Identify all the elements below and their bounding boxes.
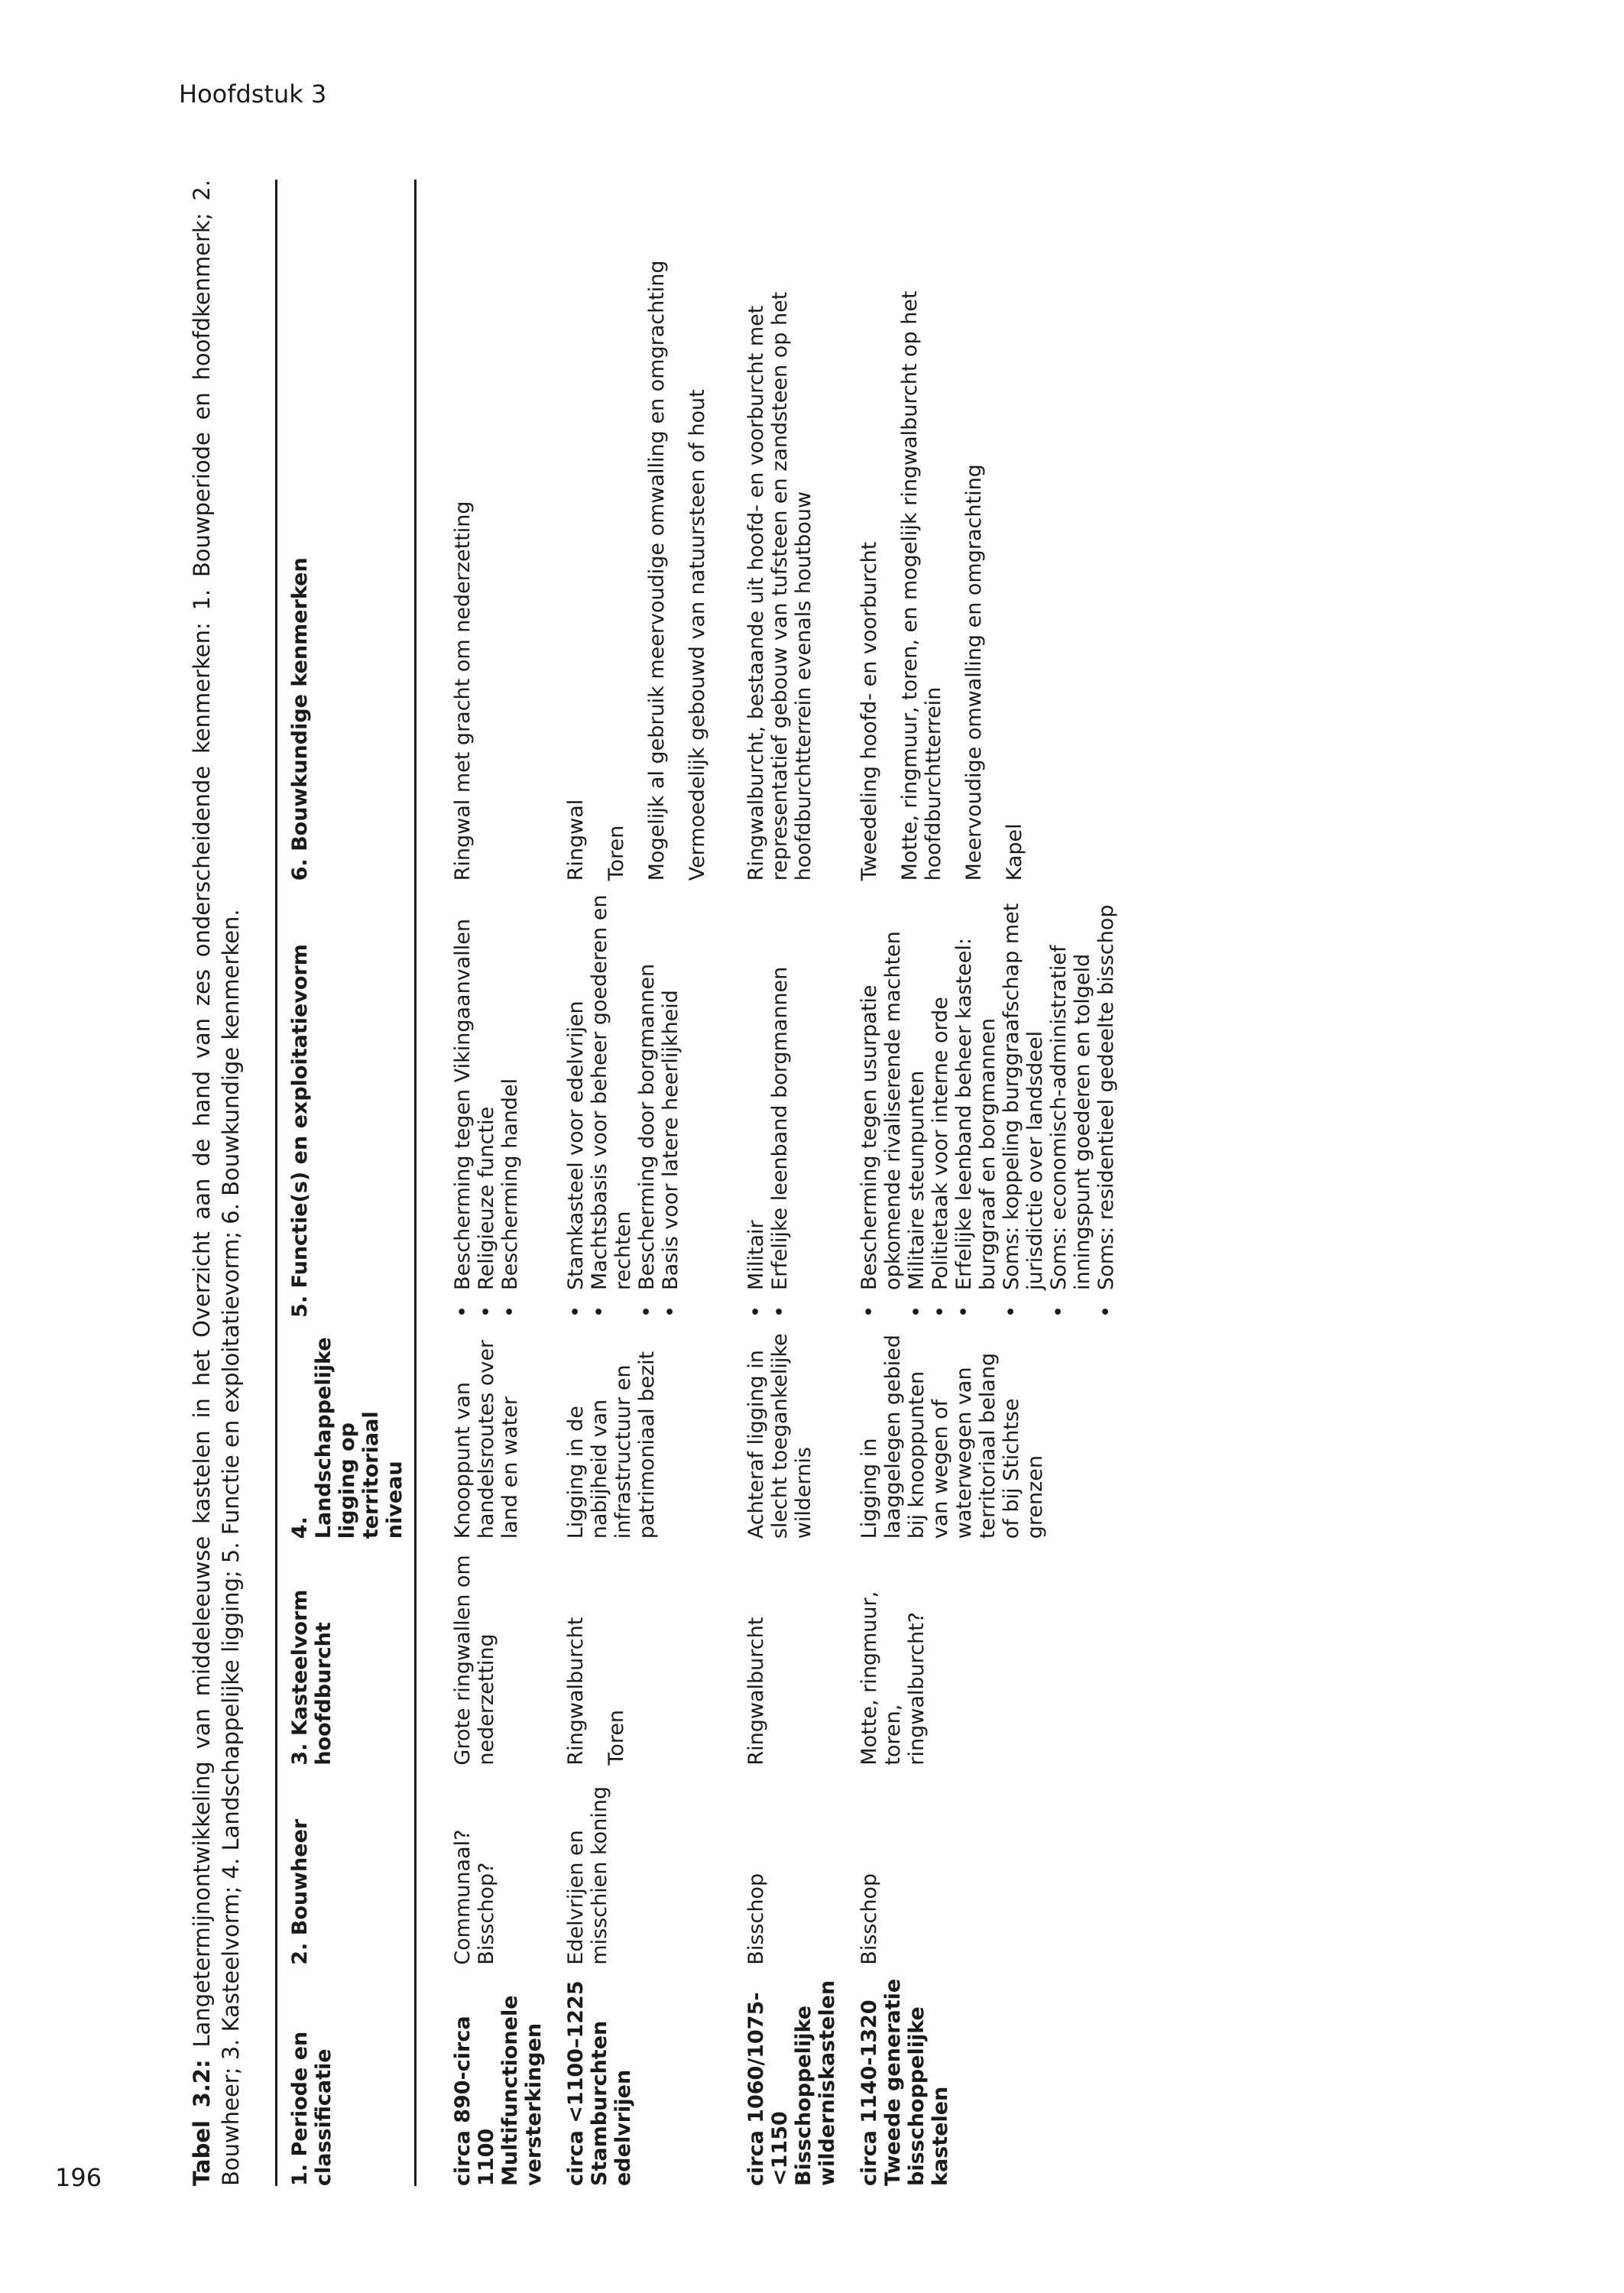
cell-builder: Bisschop xyxy=(857,1873,881,1965)
function-item xyxy=(451,891,475,1318)
bullet-icon: • xyxy=(563,1305,588,1318)
cell-period: circa <1100–1225 Stamburchten edelvrijen xyxy=(563,1980,635,2186)
function-item xyxy=(744,891,768,1318)
function-item xyxy=(1000,891,1047,1318)
function-text: Soms: residentieel gedeelte bisschop xyxy=(1094,904,1118,1290)
function-text: Erfelijke leenband beheer kasteel: burggraaf en borgmannen xyxy=(951,937,1000,1290)
feature-item: Ringwal xyxy=(563,799,588,881)
cell-form xyxy=(555,1539,735,1765)
caption-text: Langetermijnontwikkeling van middeleeuwse kastelen in het Overzicht aan de hand van zes onderscheidende kenmerken: 1. Bouwperiode en hoofdkenmerk; 2. Bouwheer; 3. Kasteelvorm; 4. Landschappelijke ligging; 5. Functie en exploitatievorm; 6. Bouwkundige kenmerken. xyxy=(189,180,244,2186)
cell-form xyxy=(442,1539,555,1765)
bullet-icon: • xyxy=(928,1305,952,1318)
function-item xyxy=(498,891,522,1318)
cell-landscape: Ligging in de nabijheid van infrastructuur en patrimoniaal bezit xyxy=(563,1351,659,1539)
form-item: Toren xyxy=(604,1709,628,1766)
function-text: Bescherming handel xyxy=(498,1078,522,1290)
cell-form xyxy=(848,1539,1127,1765)
table-row xyxy=(442,180,555,2186)
cell-functions xyxy=(735,881,848,1318)
function-item xyxy=(635,891,659,1318)
function-text: Soms: economisch-administratief inningspunt goederen en tolgeld xyxy=(1046,945,1094,1290)
bullet-icon: • xyxy=(999,1305,1023,1318)
function-item xyxy=(1047,891,1094,1318)
feature-item: Ringwalburcht, bestaande uit hoofd- en voorburcht met representatief gebouw van tufsteen en zandsteen op het hoofdburchtterrein evenals houtbouw xyxy=(744,291,815,881)
cell-landscape: Knooppunt van handelsroutes over land en water xyxy=(450,1339,522,1539)
feature-item: Toren xyxy=(604,825,628,881)
cell-builder: Communaal? Bisschop? xyxy=(450,1829,498,1965)
function-text: Militaire steunpunten xyxy=(904,1070,929,1290)
form-item: Grote ringwallen om nederzetting xyxy=(450,1555,498,1766)
bullet-icon: • xyxy=(744,1305,768,1318)
form-item: Ringwalburcht xyxy=(563,1617,588,1766)
header-builder: 2. Bouwheer xyxy=(288,1818,312,1965)
bullet-icon: • xyxy=(474,1305,498,1318)
header-landscape: 4. Landschappelijke ligging op territoriaal niveau xyxy=(288,1337,407,1539)
cell-period: circa 1140-1320 Tweede generatie bisschoppelijke kastelen xyxy=(857,1978,952,2186)
cell-form xyxy=(735,1539,848,1765)
table-row xyxy=(848,180,1127,2186)
running-header: Hoofdstuk 3 xyxy=(179,79,327,109)
cell-builder: Bisschop xyxy=(744,1873,768,1965)
table-caption xyxy=(187,180,275,2186)
function-text: Soms: koppeling burggraafschap met jurisdictie over landsdeel xyxy=(999,903,1047,1290)
cell-functions xyxy=(848,881,1127,1318)
feature-item: Ringwal met gracht om nederzetting xyxy=(450,501,475,881)
cell-functions xyxy=(555,881,735,1318)
bullet-icon: • xyxy=(904,1305,929,1318)
cell-period: circa 890-circa 1100 Multifunctionele versterkingen xyxy=(450,1995,546,2186)
feature-item: Mogelijk al gebruik meervoudige omwalling en omgrachting xyxy=(644,260,669,881)
function-item xyxy=(857,891,905,1318)
function-item xyxy=(564,891,588,1318)
function-item xyxy=(659,891,682,1318)
function-text: Machtsbasis voor beheer goederen en rechten xyxy=(587,894,635,1290)
cell-period: circa 1060/1075-<1150 Bisschoppelijke wilderniskastelen xyxy=(744,1980,839,2186)
caption-label: Tabel 3.2: xyxy=(189,2059,215,2186)
header-period: 1. Periode en classificatie xyxy=(288,2031,335,2186)
header-features: 6. Bouwkundige kenmerken xyxy=(288,557,312,881)
cell-features xyxy=(848,180,1127,881)
table-row xyxy=(735,180,848,2186)
bullet-icon: • xyxy=(587,1305,611,1318)
castle-table xyxy=(275,180,1127,2186)
bullet-icon: • xyxy=(857,1305,881,1318)
header-form: 3. Kasteelvorm hoofdburcht xyxy=(288,1589,335,1766)
function-text: Basis voor latere heerlijkheid xyxy=(658,990,682,1290)
bullet-icon: • xyxy=(498,1305,522,1318)
cell-features xyxy=(555,180,735,881)
cell-landscape: Ligging in laaggelegen gebied bij knooppunten van wegen of waterwegen van territoriaal belang of bij Stichtse grenzen xyxy=(857,1335,1047,1539)
bullet-icon: • xyxy=(634,1305,659,1318)
form-item: Ringwalburcht xyxy=(744,1617,768,1766)
function-text: Bescherming door borgmannen xyxy=(634,963,659,1290)
function-text: Bescherming tegen Vikingaanvallen xyxy=(450,919,475,1290)
feature-item: Kapel xyxy=(1002,823,1026,881)
bullet-icon: • xyxy=(450,1305,475,1318)
function-item xyxy=(768,891,792,1318)
feature-item: Vermoedelijk gebouwd van natuursteen of hout xyxy=(685,389,709,881)
function-text: Bescherming tegen usurpatie opkomende rivaliserende machten xyxy=(857,931,905,1290)
function-text: Stamkasteel voor edelvrijen xyxy=(563,1001,588,1290)
function-text: Politietaak voor interne orde xyxy=(928,997,952,1290)
feature-item: Meervoudige omwalling en omgrachting xyxy=(961,464,986,881)
function-text: Erfelijke leenband borgmannen xyxy=(767,966,792,1290)
function-text: Militair xyxy=(744,1220,768,1290)
feature-item: Tweedeling hoofd- en voorburcht xyxy=(857,541,881,881)
bullet-icon: • xyxy=(1094,1305,1118,1318)
cell-features xyxy=(442,180,555,881)
function-item xyxy=(1094,891,1118,1318)
function-item xyxy=(952,891,1000,1318)
feature-item: Motte, ringmuur, toren, en mogelijk ringwalburcht op het hoofdburchtterrein xyxy=(897,290,945,881)
table-header-row xyxy=(277,180,416,2186)
function-item xyxy=(588,891,635,1318)
table-row xyxy=(555,180,735,2186)
bullet-icon: • xyxy=(767,1305,792,1318)
header-functions: 5. Functie(s) en exploitatievorm xyxy=(288,944,312,1318)
cell-landscape: Achteraf ligging in slecht toegankelijke wildernis xyxy=(744,1333,815,1539)
bullet-icon: • xyxy=(1046,1305,1071,1318)
function-item xyxy=(905,891,929,1318)
bullet-icon: • xyxy=(951,1305,976,1318)
function-item xyxy=(475,891,498,1318)
bullet-icon: • xyxy=(658,1305,682,1318)
cell-functions xyxy=(442,881,555,1318)
cell-features xyxy=(735,180,848,881)
function-text: Religieuze functie xyxy=(474,1106,498,1290)
form-item: Motte, ringmuur, toren, ringwalburcht? xyxy=(857,1591,929,1766)
cell-builder: Edelvrijen en misschien koning xyxy=(563,1785,611,1965)
function-item xyxy=(929,891,952,1318)
page-number: 196 xyxy=(55,2163,102,2192)
rotated-table-block xyxy=(187,180,1437,2186)
